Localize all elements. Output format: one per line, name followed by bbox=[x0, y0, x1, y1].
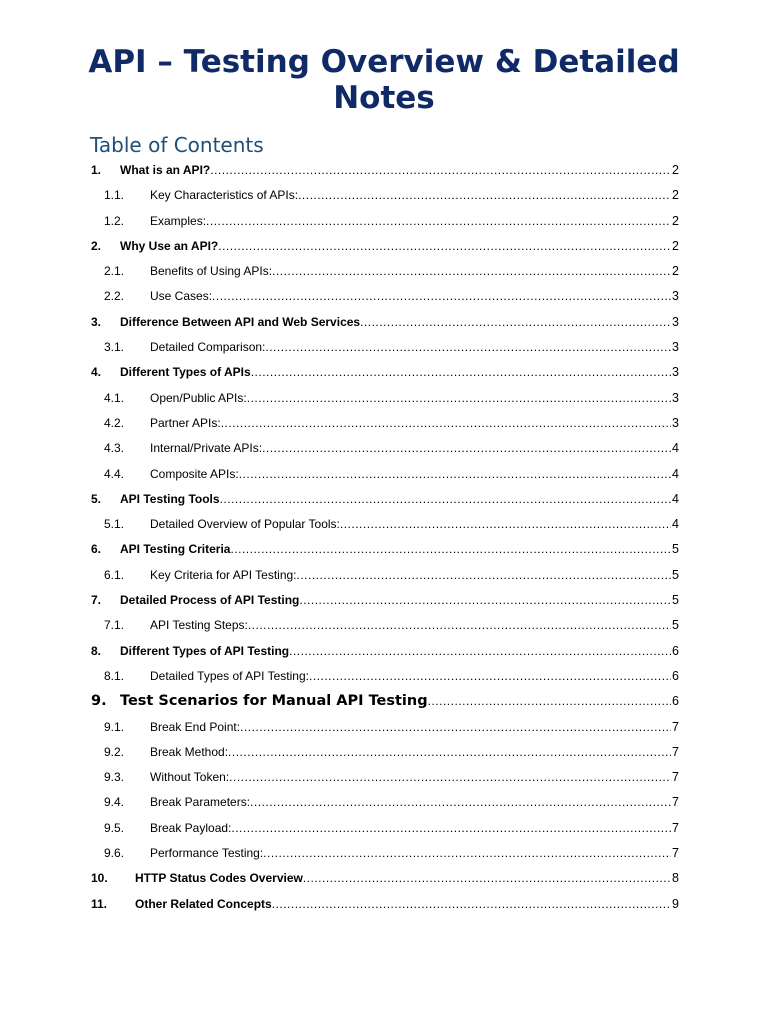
toc-entry-subsection[interactable] bbox=[91, 563, 679, 588]
toc-entry-page-number: 5 bbox=[672, 567, 679, 582]
toc-entry-section[interactable] bbox=[91, 310, 679, 335]
toc-entry-section[interactable] bbox=[91, 689, 679, 714]
toc-entry-number: 5.1. bbox=[104, 517, 125, 532]
toc-entry-title: API Testing Tools bbox=[120, 491, 220, 506]
toc-entry-title: Break Payload: bbox=[150, 820, 232, 835]
toc-dot-leader bbox=[229, 765, 671, 790]
toc-entry-subsection[interactable] bbox=[91, 436, 679, 461]
toc-entry-title: Composite APIs: bbox=[150, 466, 239, 481]
toc-entry-number: 11. bbox=[91, 896, 108, 911]
toc-entry-title: Use Cases: bbox=[150, 289, 213, 304]
toc-dot-leader bbox=[210, 158, 671, 183]
toc-entry-title: API Testing Criteria bbox=[120, 542, 231, 557]
document-title: API – Testing Overview & Detailed Notes bbox=[88, 44, 680, 116]
toc-dot-leader bbox=[239, 462, 671, 487]
toc-dot-leader bbox=[299, 588, 671, 613]
toc-entry-page-number: 7 bbox=[672, 719, 679, 734]
toc-dot-leader bbox=[289, 639, 671, 664]
toc-entry-title: Without Token: bbox=[150, 770, 230, 785]
toc-entry-title: HTTP Status Codes Overview bbox=[135, 871, 303, 886]
toc-dot-leader bbox=[265, 335, 671, 360]
toc-entry-number: 1.2. bbox=[104, 213, 125, 228]
toc-entry-subsection[interactable] bbox=[91, 462, 679, 487]
toc-entry-title: Open/Public APIs: bbox=[150, 390, 247, 405]
toc-entry-page-number: 6 bbox=[672, 694, 679, 709]
toc-entry-number: 7. bbox=[91, 593, 102, 608]
toc-entry-page-number: 7 bbox=[672, 846, 679, 861]
toc-entry-title: Examples: bbox=[150, 213, 207, 228]
toc-entry-page-number: 9 bbox=[672, 896, 679, 911]
toc-entry-page-number: 2 bbox=[672, 188, 679, 203]
toc-entry-page-number: 3 bbox=[672, 365, 679, 380]
toc-entry-page-number: 5 bbox=[672, 593, 679, 608]
toc-dot-leader bbox=[218, 234, 671, 259]
toc-entry-number: 9.4. bbox=[104, 795, 125, 810]
toc-entry-title: Performance Testing: bbox=[150, 846, 264, 861]
toc-entry-page-number: 7 bbox=[672, 744, 679, 759]
toc-dot-leader bbox=[340, 512, 671, 537]
toc-entry-number: 2.1. bbox=[104, 264, 125, 279]
toc-entry-subsection[interactable] bbox=[91, 790, 679, 815]
toc-entry-title: API Testing Steps: bbox=[150, 618, 248, 633]
toc-dot-leader bbox=[297, 563, 672, 588]
toc-entry-page-number: 2 bbox=[672, 163, 679, 177]
toc-entry-number: 9.5. bbox=[104, 820, 125, 835]
toc-entry-subsection[interactable] bbox=[91, 259, 679, 284]
toc-entry-page-number: 3 bbox=[672, 415, 679, 430]
toc-entry-subsection[interactable] bbox=[91, 841, 679, 866]
toc-entry-page-number: 3 bbox=[672, 289, 679, 304]
toc-entry-subsection[interactable] bbox=[91, 284, 679, 309]
toc-entry-subsection[interactable] bbox=[91, 209, 679, 234]
toc-entry-section[interactable] bbox=[91, 639, 679, 664]
toc-entry-title: Why Use an API? bbox=[120, 238, 219, 253]
toc-heading: Table of Contents bbox=[90, 133, 264, 157]
toc-dot-leader bbox=[248, 613, 671, 638]
toc-dot-leader bbox=[298, 183, 671, 208]
toc-entry-title: Different Types of API Testing bbox=[120, 643, 290, 658]
toc-dot-leader bbox=[240, 715, 671, 740]
toc-entry-number: 3. bbox=[91, 314, 102, 329]
toc-dot-leader bbox=[206, 209, 671, 234]
toc-entry-page-number: 2 bbox=[672, 213, 679, 228]
toc-entry-section[interactable] bbox=[91, 158, 679, 183]
toc-entry-number: 6.1. bbox=[104, 567, 125, 582]
toc-entry-subsection[interactable] bbox=[91, 816, 679, 841]
toc-entry-section[interactable] bbox=[91, 234, 679, 259]
toc-entry-number: 9.3. bbox=[104, 770, 125, 785]
toc-entry-section[interactable] bbox=[91, 892, 679, 917]
toc-entry-title: Other Related Concepts bbox=[135, 896, 272, 911]
toc-entry-page-number: 2 bbox=[672, 238, 679, 253]
toc-entry-number: 10. bbox=[91, 871, 108, 886]
table-of-contents bbox=[91, 158, 679, 917]
toc-entry-number: 7.1. bbox=[104, 618, 125, 633]
toc-dot-leader bbox=[212, 284, 671, 309]
toc-entry-number: 2.2. bbox=[104, 289, 125, 304]
toc-entry-page-number: 3 bbox=[672, 390, 679, 405]
toc-entry-number: 8.1. bbox=[104, 668, 125, 683]
toc-entry-title: Partner APIs: bbox=[150, 415, 221, 430]
toc-entry-title: Detailed Types of API Testing: bbox=[150, 668, 309, 683]
toc-entry-number: 5. bbox=[91, 491, 102, 506]
toc-entry-page-number: 4 bbox=[672, 491, 679, 506]
toc-entry-number: 8. bbox=[91, 643, 102, 658]
toc-entry-page-number: 6 bbox=[672, 643, 679, 658]
toc-entry-section[interactable] bbox=[91, 866, 679, 891]
toc-entry-page-number: 4 bbox=[672, 466, 679, 481]
toc-entry-subsection[interactable] bbox=[91, 664, 679, 689]
toc-entry-subsection[interactable] bbox=[91, 411, 679, 436]
toc-entry-title: What is an API? bbox=[120, 163, 211, 177]
toc-entry-subsection[interactable] bbox=[91, 183, 679, 208]
toc-entry-page-number: 4 bbox=[672, 441, 679, 456]
toc-entry-subsection[interactable] bbox=[91, 386, 679, 411]
toc-entry-number: 4. bbox=[91, 365, 102, 380]
toc-dot-leader bbox=[263, 841, 671, 866]
toc-entry-page-number: 8 bbox=[672, 871, 679, 886]
toc-entry-page-number: 7 bbox=[672, 820, 679, 835]
toc-entry-title: Different Types of APIs bbox=[120, 365, 251, 380]
toc-dot-leader bbox=[220, 487, 671, 512]
toc-entry-page-number: 7 bbox=[672, 770, 679, 785]
toc-dot-leader bbox=[231, 816, 671, 841]
toc-dot-leader bbox=[230, 537, 671, 562]
toc-entry-number: 6. bbox=[91, 542, 102, 557]
toc-entry-section[interactable] bbox=[91, 588, 679, 613]
toc-entry-subsection[interactable] bbox=[91, 740, 679, 765]
toc-entry-number: 1. bbox=[91, 163, 102, 177]
toc-entry-subsection[interactable] bbox=[91, 715, 679, 740]
toc-dot-leader bbox=[272, 259, 671, 284]
toc-entry-number: 4.1. bbox=[104, 390, 125, 405]
toc-dot-leader bbox=[428, 689, 671, 714]
toc-entry-subsection[interactable] bbox=[91, 613, 679, 638]
toc-entry-page-number: 5 bbox=[672, 542, 679, 557]
toc-entry-number: 9.1. bbox=[104, 719, 125, 734]
toc-dot-leader bbox=[262, 436, 671, 461]
toc-dot-leader bbox=[309, 664, 671, 689]
toc-entry-number: 3.1. bbox=[104, 340, 125, 355]
toc-entry-title: Difference Between API and Web Services bbox=[120, 314, 361, 329]
toc-dot-leader bbox=[228, 740, 671, 765]
toc-entry-number: 9.6. bbox=[104, 846, 125, 861]
toc-entry-page-number: 3 bbox=[672, 340, 679, 355]
toc-entry-title: Detailed Process of API Testing bbox=[120, 593, 300, 608]
toc-entry-title: Break Parameters: bbox=[150, 795, 251, 810]
toc-dot-leader bbox=[272, 892, 671, 917]
toc-entry-number: 1.1. bbox=[104, 188, 125, 203]
toc-entry-page-number: 3 bbox=[672, 314, 679, 329]
toc-dot-leader bbox=[251, 360, 671, 385]
toc-entry-title: Break Method: bbox=[150, 744, 229, 759]
toc-entry-section[interactable] bbox=[91, 360, 679, 385]
toc-entry-page-number: 7 bbox=[672, 795, 679, 810]
toc-entry-number: 4.3. bbox=[104, 441, 125, 456]
toc-entry-number: 4.4. bbox=[104, 466, 125, 481]
toc-dot-leader bbox=[250, 790, 671, 815]
toc-entry-section[interactable] bbox=[91, 537, 679, 562]
toc-entry-page-number: 6 bbox=[672, 668, 679, 683]
toc-entry-title: Internal/Private APIs: bbox=[150, 441, 263, 456]
toc-dot-leader bbox=[360, 310, 671, 335]
toc-entry-number: 2. bbox=[91, 238, 102, 253]
toc-entry-title: Test Scenarios for Manual API Testing bbox=[120, 693, 428, 710]
toc-entry-number: 9.2. bbox=[104, 744, 125, 759]
toc-entry-title: Benefits of Using APIs: bbox=[150, 264, 273, 279]
toc-entry-number: 9. bbox=[91, 693, 107, 710]
toc-entry-subsection[interactable] bbox=[91, 512, 679, 537]
toc-entry-subsection[interactable] bbox=[91, 335, 679, 360]
toc-dot-leader bbox=[247, 386, 671, 411]
toc-entry-page-number: 2 bbox=[672, 264, 679, 279]
toc-entry-title: Key Characteristics of APIs: bbox=[150, 188, 299, 203]
toc-entry-title: Break End Point: bbox=[150, 719, 241, 734]
toc-entry-title: Detailed Overview of Popular Tools: bbox=[150, 517, 340, 532]
toc-entry-number: 4.2. bbox=[104, 415, 125, 430]
toc-dot-leader bbox=[221, 411, 671, 436]
toc-entry-section[interactable] bbox=[91, 487, 679, 512]
toc-dot-leader bbox=[303, 866, 671, 891]
toc-entry-title: Detailed Comparison: bbox=[150, 340, 266, 355]
toc-entry-page-number: 4 bbox=[672, 517, 679, 532]
toc-entry-title: Key Criteria for API Testing: bbox=[150, 567, 297, 582]
toc-entry-page-number: 5 bbox=[672, 618, 679, 633]
toc-entry-subsection[interactable] bbox=[91, 765, 679, 790]
